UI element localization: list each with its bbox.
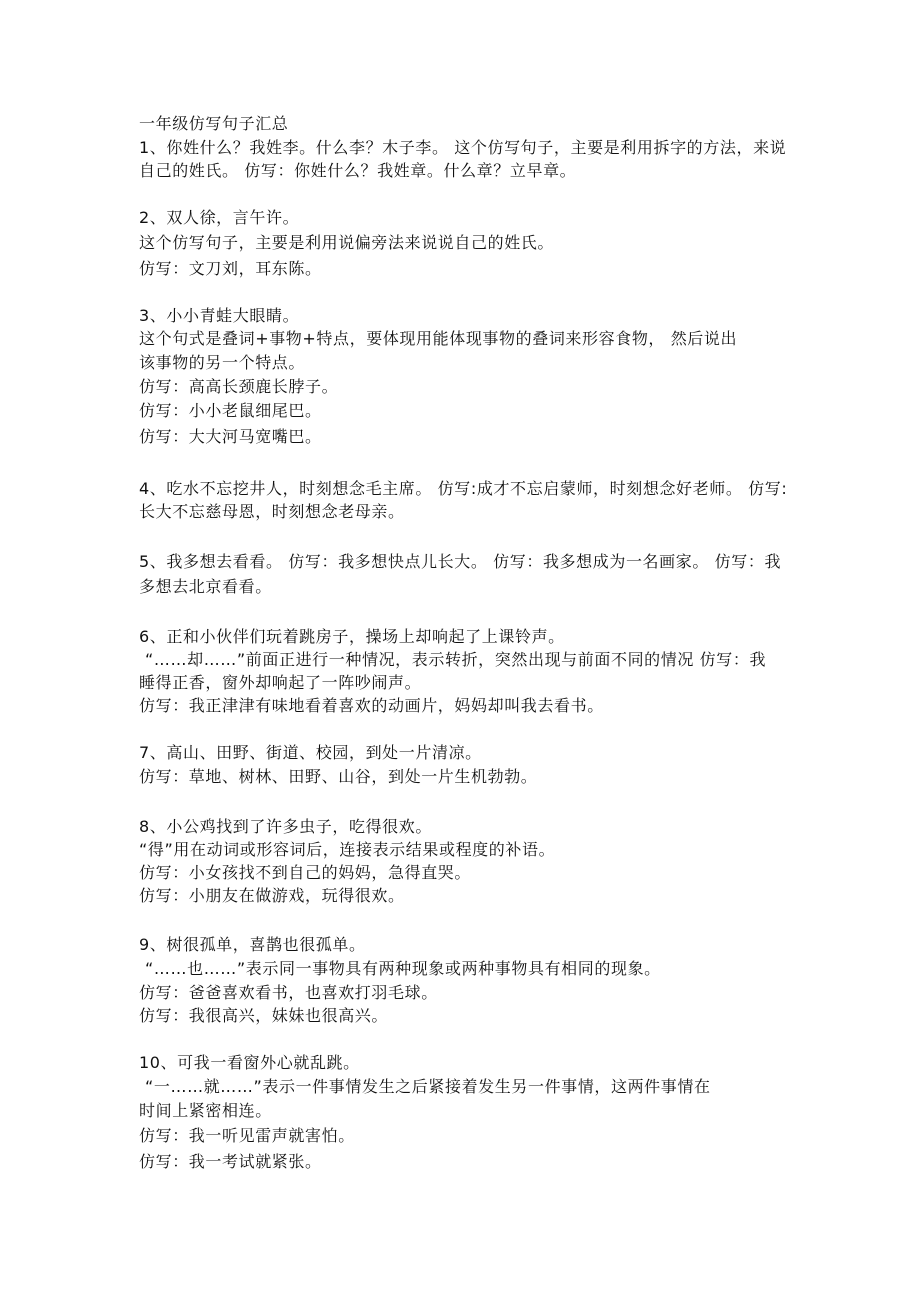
text-line: 仿写：大大河马宽嘴巴。: [139, 427, 322, 446]
text-line: 时间上紧密相连。: [139, 1101, 272, 1120]
text-line: 7、高山、田野、街道、校园，到处一片清凉。: [139, 743, 482, 762]
text-line: 该事物的另一个特点。: [139, 353, 306, 372]
text-line: 多想去北京看看。: [139, 577, 272, 596]
text-line: 5、我多想去看看。 仿写：我多想快点儿长大。 仿写：我多想成为一名画家。 仿写：我: [139, 552, 782, 571]
text-line: 这个仿写句子，主要是利用说偏旁法来说说自己的姓氏。: [139, 233, 555, 252]
text-line: 9、树很孤单，喜鹊也很孤单。: [139, 935, 366, 954]
text-line: 仿写：文刀刘，耳东陈。: [139, 259, 322, 278]
text-line: 仿写：高高长颈鹿长脖子。: [139, 377, 339, 396]
text-line: 这个句式是叠词+事物+特点，要体现用能体现事物的叠词来形容食物， 然后说出: [139, 329, 738, 348]
text-line: 长大不忘慈母恩，时刻想念老母亲。: [139, 502, 405, 521]
text-line: “得”用在动词或形容词后，连接表示结果或程度的补语。: [139, 840, 556, 859]
text-line: 仿写：我一听见雷声就害怕。: [139, 1126, 355, 1145]
text-line: 仿写：小朋友在做游戏，玩得很欢。: [139, 886, 405, 905]
text-line: 仿写：小女孩找不到自己的妈妈，急得直哭。: [139, 863, 472, 882]
text-line: 仿写：我正津津有味地看着喜欢的动画片，妈妈却叫我去看书。: [139, 696, 604, 715]
text-line: 仿写：爸爸喜欢看书，也喜欢打羽毛球。: [139, 983, 438, 1002]
text-line: 4、吃水不忘挖井人，时刻想念毛主席。 仿写:成才不忘启蒙师，时刻想念好老师。 仿写:: [139, 479, 788, 498]
text-line: 3、小小青蛙大眼睛。: [139, 306, 300, 325]
text-line: 2、双人徐，言午许。: [139, 208, 300, 227]
text-line: “一……就……”表示一件事情发生之后紧接着发生另一件事情，这两件事情在: [145, 1077, 711, 1096]
text-line: 睡得正香，窗外却响起了一阵吵闹声。: [139, 673, 422, 692]
text-line: “……却……”前面正进行一种情况，表示转折，突然出现与前面不同的情况 仿写：我: [145, 650, 767, 669]
text-line: 仿写：我很高兴，妹妹也很高兴。: [139, 1006, 389, 1025]
text-line: 6、正和小伙伴们玩着跳房子，操场上却响起了上课铃声。: [139, 627, 565, 646]
text-line: 仿写：草地、树林、田野、山谷，到处一片生机勃勃。: [139, 767, 538, 786]
text-line: 仿写：小小老鼠细尾巴。: [139, 401, 322, 420]
text-line: 自己的姓氏。 仿写：你姓什么？我姓章。什么章？立早章。: [139, 161, 577, 180]
text-line: 仿写：我一考试就紧张。: [139, 1152, 322, 1171]
text-line: 1、你姓什么？我姓李。什么李？木子李。 这个仿写句子，主要是利用拆字的方法，来说: [139, 138, 787, 157]
text-line: 10、可我一看窗外心就乱跳。: [139, 1053, 360, 1072]
text-line: 8、小公鸡找到了许多虫子，吃得很欢。: [139, 817, 432, 836]
text-line: “……也……”表示同一事物具有两种现象或两种事物具有相同的现象。: [145, 959, 661, 978]
document-title: 一年级仿写句子汇总: [139, 114, 289, 133]
